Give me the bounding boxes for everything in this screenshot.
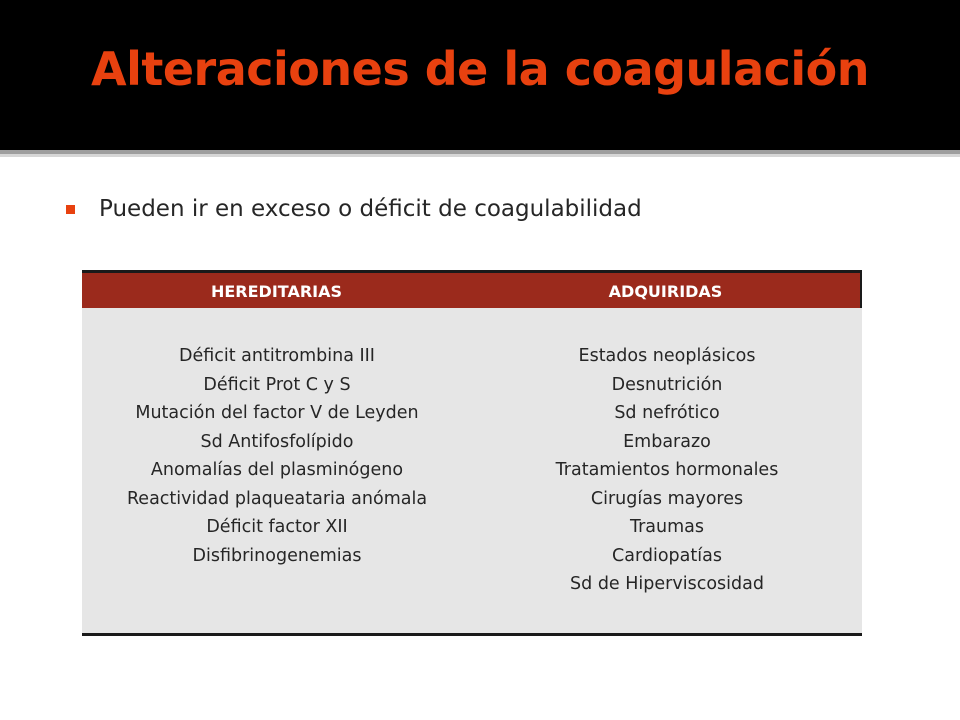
list-item: Sd de Hiperviscosidad [570,574,764,594]
list-item: Sd Antifosfolípido [200,431,354,452]
list-item: Embarazo [623,431,711,452]
adquiridas-cell [472,308,862,633]
table-header-row [82,270,862,308]
title-bar [0,0,960,150]
list-item: Reactividad plaqueataria anómala [126,488,428,509]
header-adquiridas: ADQUIRIDAS [608,282,723,301]
list-item: Anomalías del plasminógeno [150,460,404,480]
list-item: Déficit Prot C y S [203,374,351,395]
list-item: Estados neoplásicos [578,346,756,366]
list-item: Disfibrinogenemias [192,545,362,566]
bullet-item [66,196,642,222]
coagulation-table [82,270,862,636]
list-item: Déficit factor XII [206,517,348,537]
title-divider-shadow [0,154,960,157]
square-bullet-icon [66,205,75,214]
list-item: Desnutrición [611,374,723,395]
list-item: Déficit antitrombina III [179,346,375,366]
list-item: Tratamientos hormonales [555,460,779,480]
slide-title: Alteraciones de la coagulación [90,42,869,96]
list-item: Cirugías mayores [590,488,744,509]
bullet-text: Pueden ir en exceso o déficit de coagulabilidad [99,196,642,222]
header-hereditarias: HEREDITARIAS [210,282,343,301]
table-body-row [82,308,862,636]
list-item: Cardiopatías [612,545,722,566]
hereditarias-cell [82,308,472,633]
list-item: Traumas [629,517,705,537]
list-item: Mutación del factor V de Leyden [135,403,419,423]
list-item: Sd nefrótico [614,403,720,423]
